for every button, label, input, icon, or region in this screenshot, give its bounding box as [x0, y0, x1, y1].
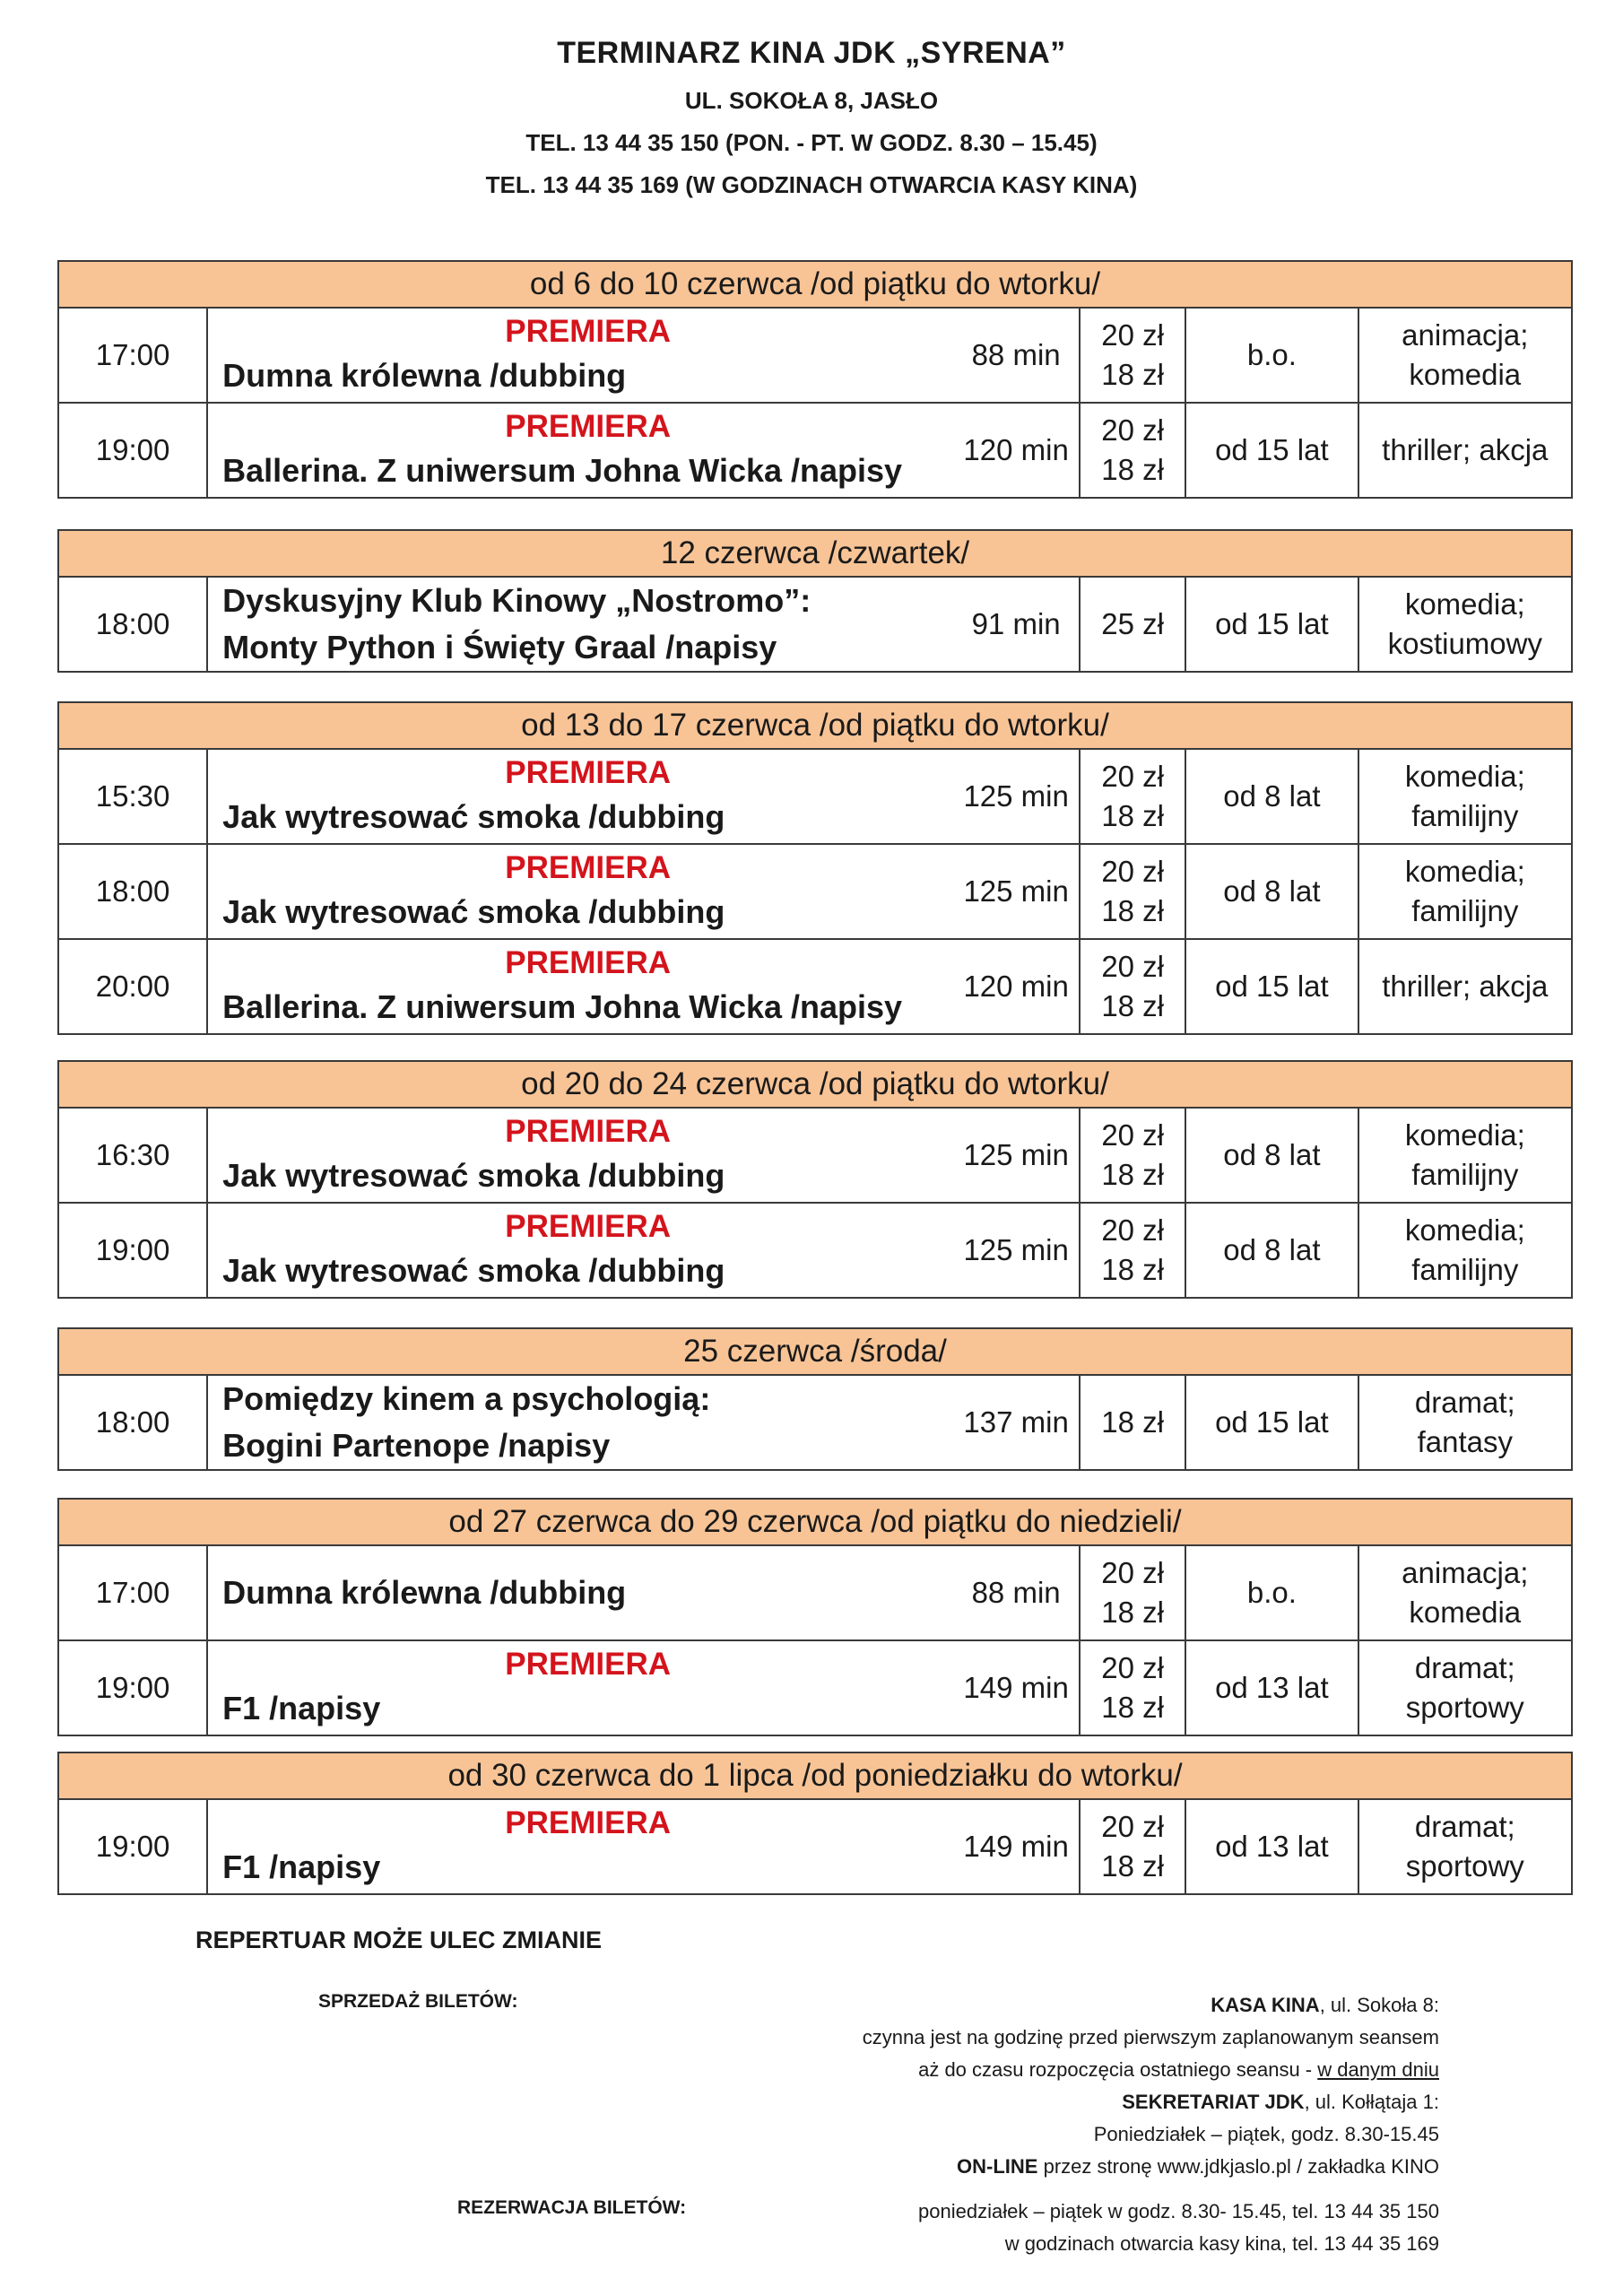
film-title: Pomiędzy kinem a psychologią: — [222, 1380, 711, 1417]
age-rating: b.o. — [1185, 308, 1358, 403]
film-title: F1 /napisy — [222, 1690, 381, 1726]
film-title: Dyskusyjny Klub Kinowy „Nostromo”: — [222, 582, 812, 619]
film-title: Dumna królewna /dubbing — [222, 1574, 627, 1611]
age-rating: od 15 lat — [1185, 577, 1358, 672]
genre-line: familijny — [1411, 1158, 1519, 1191]
age-rating: od 13 lat — [1185, 1799, 1358, 1894]
film-genre — [1358, 308, 1572, 403]
period-table — [57, 1060, 1573, 1299]
phone-office: TEL. 13 44 35 150 (PON. - PT. W GODZ. 8.30 – 15.45) — [525, 129, 1098, 156]
price-value: 18 zł — [1101, 1849, 1164, 1883]
genre-line: dramat; — [1414, 1386, 1515, 1419]
premiere-badge: PREMIERA — [505, 850, 672, 885]
film-genre — [1358, 1640, 1572, 1735]
ticket-price — [1080, 749, 1185, 844]
box-office-hours-cont: aż do czasu rozpoczęcia ostatniego seansu - — [918, 2058, 1318, 2081]
film-cell — [207, 844, 1080, 939]
ticket-price — [1080, 403, 1185, 498]
genre-line: fantasy — [1417, 1425, 1513, 1458]
film-duration: 125 min — [963, 874, 1069, 908]
film-duration: 137 min — [963, 1405, 1069, 1439]
price-value: 20 zł — [1101, 855, 1165, 888]
genre-line: komedia; — [1404, 1213, 1525, 1247]
online-label: ON-LINE — [957, 2155, 1038, 2178]
genre-line: kostiumowy — [1387, 627, 1542, 660]
show-time: 19:00 — [58, 1799, 207, 1894]
price-value: 18 zł — [1101, 1596, 1164, 1629]
show-time: 18:00 — [58, 1375, 207, 1470]
age-rating: od 8 lat — [1185, 1108, 1358, 1203]
ticket-price — [1080, 1799, 1185, 1894]
genre-line: sportowy — [1405, 1691, 1524, 1724]
age-rating: b.o. — [1185, 1545, 1358, 1640]
genre-line: komedia; — [1404, 855, 1525, 888]
genre-line: dramat; — [1414, 1651, 1515, 1684]
premiere-badge: PREMIERA — [505, 409, 671, 444]
film-cell — [207, 1545, 1080, 1640]
ticket-price — [1080, 1203, 1185, 1298]
age-rating: od 13 lat — [1185, 1640, 1358, 1735]
box-office-address: , ul. Sokoła 8: — [1319, 1994, 1439, 2016]
film-duration: 125 min — [963, 1233, 1069, 1266]
age-rating: od 15 lat — [1185, 1375, 1358, 1470]
genre-line: sportowy — [1405, 1849, 1524, 1883]
film-title: F1 /napisy — [222, 1848, 381, 1885]
premiere-badge: PREMIERA — [505, 945, 672, 980]
genre-line: komedia — [1409, 1596, 1522, 1629]
cinema-address: UL. SOKOŁA 8, JASŁO — [684, 87, 939, 114]
film-duration: 125 min — [963, 779, 1069, 813]
period-table — [57, 701, 1573, 1035]
price-value: 18 zł — [1101, 1405, 1164, 1439]
price-value: 18 zł — [1101, 799, 1165, 832]
period-header: od 20 do 24 czerwca /od piątku do wtorku/ — [58, 1061, 1572, 1108]
film-duration: 120 min — [963, 970, 1069, 1003]
reservation-line-office: poniedziałek – piątek w godz. 8.30- 15.45, tel. 13 44 35 150 — [918, 2200, 1439, 2222]
reservation-label: REZERWACJA BILETÓW: — [457, 2197, 687, 2218]
price-value: 18 zł — [1101, 1158, 1165, 1191]
genre-line: komedia; — [1404, 587, 1525, 621]
price-value: 25 zł — [1101, 607, 1164, 640]
show-time: 17:00 — [58, 1545, 207, 1640]
genre-line: animacja; — [1402, 1556, 1529, 1589]
show-row — [58, 577, 1572, 672]
film-cell — [207, 577, 1080, 672]
box-office-hours: czynna jest na godzinę przed pierwszym zaplanowanym seansem — [862, 2026, 1439, 2048]
price-value: 20 zł — [1101, 1556, 1164, 1589]
film-cell — [207, 939, 1080, 1034]
period-header: od 30 czerwca do 1 lipca /od poniedziałku do wtorku/ — [58, 1752, 1572, 1799]
film-title: Jak wytresować smoka /dubbing — [222, 1252, 725, 1289]
ticket-price — [1080, 577, 1185, 672]
premiere-badge: PREMIERA — [505, 1647, 671, 1682]
film-title: Dumna królewna /dubbing — [222, 357, 627, 394]
film-genre — [1358, 939, 1572, 1034]
genre-line: thriller; akcja — [1382, 970, 1549, 1003]
show-time: 18:00 — [58, 577, 207, 672]
phone-box-office: TEL. 13 44 35 169 (W GODZINACH OTWARCIA KASY KINA) — [485, 171, 1138, 198]
genre-line: komedia — [1409, 358, 1522, 391]
film-cell — [207, 749, 1080, 844]
film-title: Jak wytresować smoka /dubbing — [222, 893, 725, 930]
ticket-price — [1080, 308, 1185, 403]
show-row — [58, 1375, 1572, 1470]
price-value: 20 zł — [1101, 760, 1165, 793]
period-header: od 27 czerwca do 29 czerwca /od piątku do niedzieli/ — [58, 1499, 1572, 1545]
film-genre — [1358, 1108, 1572, 1203]
period-table — [57, 260, 1573, 499]
film-title: Ballerina. Z uniwersum Johna Wicka /napisy — [222, 452, 903, 489]
box-office-name: KASA KINA — [1211, 1994, 1320, 2016]
film-cell — [207, 403, 1080, 498]
ticket-price — [1080, 1375, 1185, 1470]
price-value: 18 zł — [1101, 989, 1165, 1022]
show-time: 17:00 — [58, 308, 207, 403]
box-office-hours-underlined: w danym dniu — [1317, 2058, 1439, 2081]
show-time: 15:30 — [58, 749, 207, 844]
period-table — [57, 1752, 1573, 1895]
premiere-badge: PREMIERA — [505, 755, 672, 790]
period-table — [57, 1498, 1573, 1736]
show-time: 20:00 — [58, 939, 207, 1034]
genre-line: familijny — [1411, 1253, 1519, 1286]
show-row — [58, 939, 1572, 1034]
genre-line: familijny — [1411, 894, 1519, 927]
genre-line: dramat; — [1414, 1810, 1515, 1843]
age-rating: od 8 lat — [1185, 749, 1358, 844]
age-rating: od 15 lat — [1185, 403, 1358, 498]
film-duration: 149 min — [963, 1671, 1069, 1704]
genre-line: komedia; — [1404, 1118, 1525, 1152]
film-duration: 125 min — [963, 1138, 1069, 1171]
page-title: TERMINARZ KINA JDK „SYRENA” — [557, 36, 1066, 70]
reservation-info — [918, 2196, 1439, 2260]
price-value: 20 zł — [1101, 1810, 1164, 1843]
genre-line: thriller; akcja — [1382, 433, 1549, 466]
show-time: 16:30 — [58, 1108, 207, 1203]
film-title: Jak wytresować smoka /dubbing — [222, 1157, 725, 1194]
show-time: 19:00 — [58, 1640, 207, 1735]
genre-line: komedia; — [1404, 760, 1525, 793]
price-value: 20 zł — [1101, 1118, 1165, 1152]
show-row — [58, 1545, 1572, 1640]
show-row — [58, 403, 1572, 498]
page-header — [0, 36, 1623, 213]
period-header: 25 czerwca /środa/ — [58, 1328, 1572, 1375]
period-header: od 6 do 10 czerwca /od piątku do wtorku/ — [58, 261, 1572, 308]
ticket-price — [1080, 1108, 1185, 1203]
ticket-price — [1080, 1545, 1185, 1640]
film-genre — [1358, 1375, 1572, 1470]
film-genre — [1358, 1545, 1572, 1640]
genre-line: animacja; — [1402, 318, 1529, 352]
period-header: 12 czerwca /czwartek/ — [58, 530, 1572, 577]
film-duration: 120 min — [963, 433, 1069, 466]
film-cell — [207, 1799, 1080, 1894]
show-time: 18:00 — [58, 844, 207, 939]
price-value: 20 zł — [1101, 950, 1165, 983]
show-time: 19:00 — [58, 403, 207, 498]
premiere-badge: PREMIERA — [505, 1805, 671, 1840]
film-title-line2: Monty Python i Święty Graal /napisy — [222, 629, 777, 665]
show-row — [58, 308, 1572, 403]
ticket-sale-info — [863, 1989, 1439, 2183]
film-duration: 88 min — [971, 1576, 1061, 1609]
film-duration: 91 min — [971, 607, 1061, 640]
film-cell — [207, 1375, 1080, 1470]
period-table — [57, 529, 1573, 673]
price-value: 18 zł — [1101, 894, 1165, 927]
genre-line: familijny — [1411, 799, 1519, 832]
schedule-change-notice: REPERTUAR MOŻE ULEC ZMIANIE — [195, 1926, 603, 1953]
age-rating: od 8 lat — [1185, 844, 1358, 939]
price-value: 18 zł — [1101, 453, 1164, 486]
show-row — [58, 749, 1572, 844]
price-value: 20 zł — [1101, 318, 1164, 352]
film-title: Ballerina. Z uniwersum Johna Wicka /napisy — [222, 988, 903, 1025]
price-value: 18 zł — [1101, 358, 1164, 391]
ticket-sale-label: SPRZEDAŻ BILETÓW: — [318, 1991, 518, 2012]
secretariat-hours: Poniedziałek – piątek, godz. 8.30-15.45 — [1093, 2123, 1439, 2145]
price-value: 18 zł — [1101, 1253, 1165, 1286]
price-value: 20 zł — [1101, 1651, 1164, 1684]
film-duration: 149 min — [963, 1830, 1069, 1863]
film-genre — [1358, 403, 1572, 498]
show-row — [58, 1203, 1572, 1298]
film-cell — [207, 1108, 1080, 1203]
period-header: od 13 do 17 czerwca /od piątku do wtorku/ — [58, 702, 1572, 749]
film-cell — [207, 308, 1080, 403]
film-cell — [207, 1203, 1080, 1298]
show-row — [58, 1799, 1572, 1894]
online-info: przez stronę www.jdkjaslo.pl / zakładka KINO — [1037, 2155, 1439, 2178]
price-value: 18 zł — [1101, 1691, 1164, 1724]
period-table — [57, 1327, 1573, 1471]
film-genre — [1358, 844, 1572, 939]
film-duration: 88 min — [971, 338, 1061, 371]
show-row — [58, 1108, 1572, 1203]
reservation-line-box-office: w godzinach otwarcia kasy kina, tel. 13 44 35 169 — [1004, 2232, 1439, 2255]
film-genre — [1358, 577, 1572, 672]
price-value: 20 zł — [1101, 413, 1164, 447]
film-genre — [1358, 749, 1572, 844]
price-value: 20 zł — [1101, 1213, 1165, 1247]
age-rating: od 8 lat — [1185, 1203, 1358, 1298]
film-genre — [1358, 1203, 1572, 1298]
film-title-line2: Bogini Partenope /napisy — [222, 1427, 611, 1464]
film-title: Jak wytresować smoka /dubbing — [222, 798, 725, 835]
show-row — [58, 844, 1572, 939]
secretariat-name: SEKRETARIAT JDK — [1122, 2091, 1305, 2113]
ticket-price — [1080, 1640, 1185, 1735]
ticket-price — [1080, 939, 1185, 1034]
premiere-badge: PREMIERA — [505, 1114, 672, 1149]
premiere-badge: PREMIERA — [505, 1209, 672, 1244]
ticket-price — [1080, 844, 1185, 939]
film-genre — [1358, 1799, 1572, 1894]
film-cell — [207, 1640, 1080, 1735]
premiere-badge: PREMIERA — [505, 314, 671, 349]
show-time: 19:00 — [58, 1203, 207, 1298]
age-rating: od 15 lat — [1185, 939, 1358, 1034]
secretariat-address: , ul. Kołłątaja 1: — [1304, 2091, 1439, 2113]
show-row — [58, 1640, 1572, 1735]
